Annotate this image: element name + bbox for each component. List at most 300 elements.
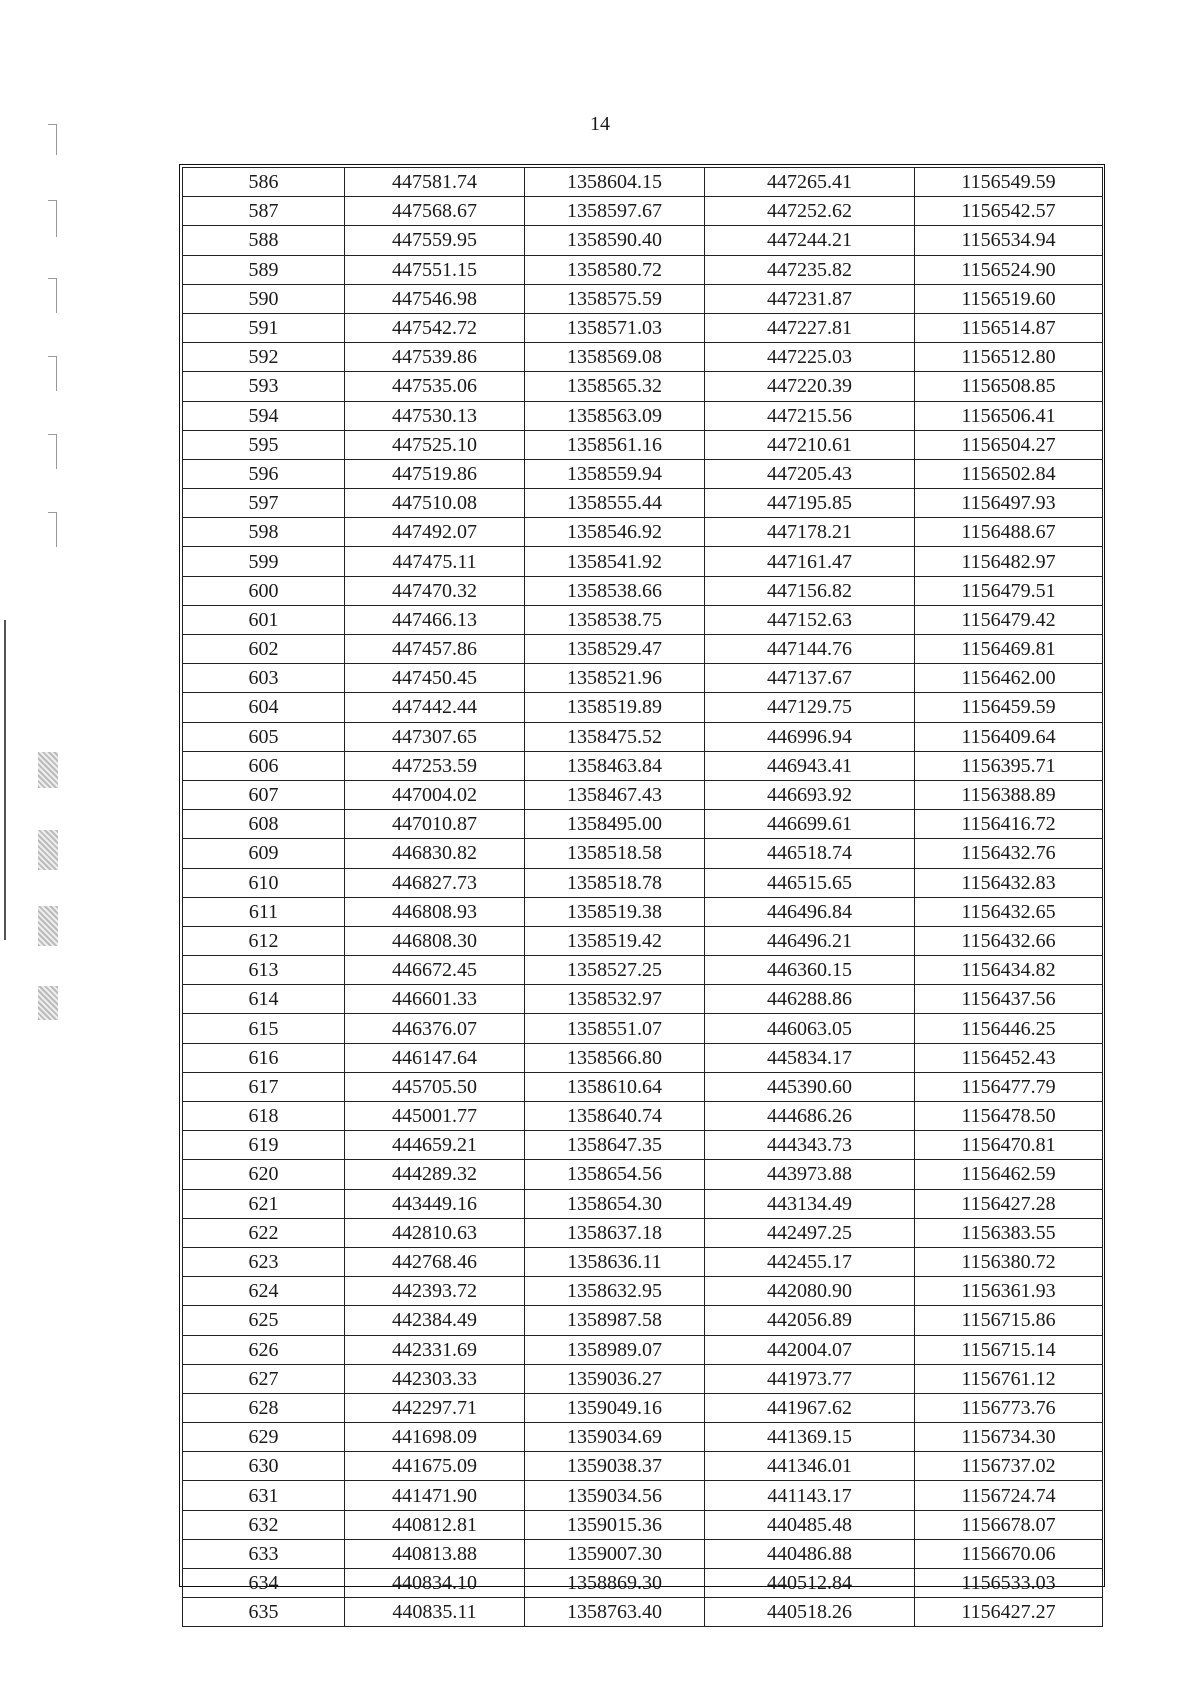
coord-x1-cell: 447581.74 [345,168,525,197]
coord-x2-cell: 446996.94 [705,722,915,751]
coord-x1-cell: 447307.65 [345,722,525,751]
coord-x2-cell: 442056.89 [705,1306,915,1335]
coord-y2-cell: 1156773.76 [915,1393,1103,1422]
point-number-cell: 623 [183,1247,345,1276]
coord-x1-cell: 447539.86 [345,343,525,372]
coord-y2-cell: 1156670.06 [915,1539,1103,1568]
coord-x2-cell: 446693.92 [705,780,915,809]
coord-y1-cell: 1358529.47 [525,635,705,664]
point-number-cell: 593 [183,372,345,401]
coord-x1-cell: 447442.44 [345,693,525,722]
point-number-cell: 627 [183,1364,345,1393]
scan-artifact [38,906,58,946]
coord-y2-cell: 1156452.43 [915,1043,1103,1072]
coord-x2-cell: 447129.75 [705,693,915,722]
coord-y2-cell: 1156504.27 [915,430,1103,459]
table-row [183,868,1103,897]
point-number-cell: 602 [183,635,345,664]
coord-x2-cell: 446063.05 [705,1014,915,1043]
coord-y2-cell: 1156409.64 [915,722,1103,751]
coord-x1-cell: 447253.59 [345,751,525,780]
coord-y1-cell: 1359049.16 [525,1393,705,1422]
point-number-cell: 604 [183,693,345,722]
coord-y1-cell: 1358566.80 [525,1043,705,1072]
point-number-cell: 633 [183,1539,345,1568]
coord-x2-cell: 447205.43 [705,459,915,488]
coord-x1-cell: 444659.21 [345,1131,525,1160]
coord-y1-cell: 1358763.40 [525,1598,705,1627]
coord-x2-cell: 447144.76 [705,635,915,664]
binding-mark [48,124,57,155]
binding-mark [48,200,57,237]
coord-y1-cell: 1358546.92 [525,518,705,547]
table-row [183,1598,1103,1627]
coord-x2-cell: 446518.74 [705,839,915,868]
point-number-cell: 599 [183,547,345,576]
coord-y1-cell: 1358532.97 [525,985,705,1014]
table-row [183,401,1103,430]
point-number-cell: 622 [183,1218,345,1247]
coord-x2-cell: 447195.85 [705,489,915,518]
coord-y2-cell: 1156737.02 [915,1452,1103,1481]
coord-y1-cell: 1358559.94 [525,459,705,488]
table-row [183,430,1103,459]
coord-y1-cell: 1358495.00 [525,810,705,839]
binding-mark [48,512,57,547]
point-number-cell: 625 [183,1306,345,1335]
table-row [183,1393,1103,1422]
coord-x2-cell: 442455.17 [705,1247,915,1276]
coord-x2-cell: 447215.56 [705,401,915,430]
coordinates-table [182,167,1103,1627]
coord-y1-cell: 1358561.16 [525,430,705,459]
coord-x1-cell: 447450.45 [345,664,525,693]
coord-x1-cell: 447492.07 [345,518,525,547]
point-number-cell: 592 [183,343,345,372]
coord-y2-cell: 1156678.07 [915,1510,1103,1539]
table-row [183,1014,1103,1043]
point-number-cell: 601 [183,605,345,634]
table-row [183,1306,1103,1335]
coord-x2-cell: 447225.03 [705,343,915,372]
table-row [183,1569,1103,1598]
table-row [183,489,1103,518]
coord-x1-cell: 440813.88 [345,1539,525,1568]
point-number-cell: 614 [183,985,345,1014]
coord-y1-cell: 1358987.58 [525,1306,705,1335]
coord-y2-cell: 1156508.85 [915,372,1103,401]
coord-x1-cell: 442303.33 [345,1364,525,1393]
coord-y1-cell: 1358565.32 [525,372,705,401]
table-row [183,722,1103,751]
point-number-cell: 626 [183,1335,345,1364]
coord-x1-cell: 446147.64 [345,1043,525,1072]
point-number-cell: 620 [183,1160,345,1189]
coord-x2-cell: 446515.65 [705,868,915,897]
coord-y2-cell: 1156497.93 [915,489,1103,518]
coord-x2-cell: 447178.21 [705,518,915,547]
coord-y1-cell: 1358467.43 [525,780,705,809]
table-row [183,518,1103,547]
coord-x2-cell: 443134.49 [705,1189,915,1218]
coord-y2-cell: 1156432.83 [915,868,1103,897]
coord-x2-cell: 445390.60 [705,1072,915,1101]
binding-mark [48,356,57,391]
coord-y1-cell: 1359034.69 [525,1423,705,1452]
point-number-cell: 598 [183,518,345,547]
coord-y2-cell: 1156427.28 [915,1189,1103,1218]
coord-y1-cell: 1359038.37 [525,1452,705,1481]
point-number-cell: 613 [183,956,345,985]
coord-y2-cell: 1156427.27 [915,1598,1103,1627]
coord-y2-cell: 1156512.80 [915,343,1103,372]
table-row [183,313,1103,342]
table-row [183,1043,1103,1072]
coord-x1-cell: 444289.32 [345,1160,525,1189]
point-number-cell: 606 [183,751,345,780]
coord-y2-cell: 1156446.25 [915,1014,1103,1043]
coord-x1-cell: 446808.93 [345,897,525,926]
coord-x2-cell: 447161.47 [705,547,915,576]
coord-x1-cell: 447551.15 [345,255,525,284]
table-row [183,168,1103,197]
coord-x1-cell: 442331.69 [345,1335,525,1364]
coord-x1-cell: 441675.09 [345,1452,525,1481]
table-row [183,1160,1103,1189]
coord-x1-cell: 441471.90 [345,1481,525,1510]
coord-x1-cell: 446827.73 [345,868,525,897]
table-row [183,897,1103,926]
coord-y2-cell: 1156478.50 [915,1102,1103,1131]
coord-y2-cell: 1156432.65 [915,897,1103,926]
coord-x2-cell: 447210.61 [705,430,915,459]
coord-y1-cell: 1358869.30 [525,1569,705,1598]
coord-y2-cell: 1156479.42 [915,605,1103,634]
coord-x2-cell: 447235.82 [705,255,915,284]
coord-y2-cell: 1156462.00 [915,664,1103,693]
coord-x1-cell: 447510.08 [345,489,525,518]
point-number-cell: 619 [183,1131,345,1160]
point-number-cell: 591 [183,313,345,342]
coord-y2-cell: 1156488.67 [915,518,1103,547]
point-number-cell: 624 [183,1277,345,1306]
coord-y2-cell: 1156395.71 [915,751,1103,780]
coord-x1-cell: 446376.07 [345,1014,525,1043]
coord-y1-cell: 1358597.67 [525,197,705,226]
point-number-cell: 628 [183,1393,345,1422]
coord-y1-cell: 1358551.07 [525,1014,705,1043]
coord-x2-cell: 441346.01 [705,1452,915,1481]
scan-edge-line [4,620,6,940]
coord-y2-cell: 1156361.93 [915,1277,1103,1306]
coord-x2-cell: 446360.15 [705,956,915,985]
coord-y1-cell: 1358632.95 [525,1277,705,1306]
point-number-cell: 607 [183,780,345,809]
coord-y1-cell: 1359034.56 [525,1481,705,1510]
point-number-cell: 629 [183,1423,345,1452]
point-number-cell: 617 [183,1072,345,1101]
coord-y2-cell: 1156462.59 [915,1160,1103,1189]
coord-y1-cell: 1358647.35 [525,1131,705,1160]
coord-y2-cell: 1156542.57 [915,197,1103,226]
coord-y1-cell: 1359007.30 [525,1539,705,1568]
coord-x2-cell: 447265.41 [705,168,915,197]
coord-x1-cell: 447470.32 [345,576,525,605]
coord-y1-cell: 1358590.40 [525,226,705,255]
point-number-cell: 595 [183,430,345,459]
coord-y2-cell: 1156514.87 [915,313,1103,342]
coord-x1-cell: 447457.86 [345,635,525,664]
point-number-cell: 634 [183,1569,345,1598]
coord-y2-cell: 1156519.60 [915,284,1103,313]
coord-y1-cell: 1358519.42 [525,926,705,955]
coord-x2-cell: 447231.87 [705,284,915,313]
point-number-cell: 597 [183,489,345,518]
coord-x1-cell: 447004.02 [345,780,525,809]
point-number-cell: 605 [183,722,345,751]
coord-x2-cell: 440512.84 [705,1569,915,1598]
coord-x2-cell: 441973.77 [705,1364,915,1393]
coord-x1-cell: 446830.82 [345,839,525,868]
coord-y2-cell: 1156533.03 [915,1569,1103,1598]
coord-x2-cell: 446699.61 [705,810,915,839]
point-number-cell: 609 [183,839,345,868]
coord-x2-cell: 446288.86 [705,985,915,1014]
coord-x1-cell: 443449.16 [345,1189,525,1218]
coord-x1-cell: 445001.77 [345,1102,525,1131]
coord-x1-cell: 441698.09 [345,1423,525,1452]
coord-x2-cell: 445834.17 [705,1043,915,1072]
coord-y1-cell: 1358604.15 [525,168,705,197]
table-row [183,1277,1103,1306]
coord-y2-cell: 1156434.82 [915,956,1103,985]
coord-y1-cell: 1358637.18 [525,1218,705,1247]
point-number-cell: 587 [183,197,345,226]
coord-x2-cell: 441369.15 [705,1423,915,1452]
coord-y1-cell: 1358555.44 [525,489,705,518]
coord-x2-cell: 447227.81 [705,313,915,342]
coord-x1-cell: 440835.11 [345,1598,525,1627]
coord-y2-cell: 1156534.94 [915,226,1103,255]
coord-y2-cell: 1156432.76 [915,839,1103,868]
coord-x1-cell: 440812.81 [345,1510,525,1539]
coord-y1-cell: 1358521.96 [525,664,705,693]
coord-y2-cell: 1156524.90 [915,255,1103,284]
coord-y1-cell: 1358538.75 [525,605,705,634]
point-number-cell: 631 [183,1481,345,1510]
coord-y1-cell: 1358527.25 [525,956,705,985]
coord-x1-cell: 446672.45 [345,956,525,985]
table-row [183,576,1103,605]
point-number-cell: 608 [183,810,345,839]
coord-y1-cell: 1358654.30 [525,1189,705,1218]
coord-y2-cell: 1156715.86 [915,1306,1103,1335]
coord-y2-cell: 1156470.81 [915,1131,1103,1160]
coord-y2-cell: 1156724.74 [915,1481,1103,1510]
coord-y1-cell: 1358569.08 [525,343,705,372]
coord-y1-cell: 1358571.03 [525,313,705,342]
point-number-cell: 632 [183,1510,345,1539]
point-number-cell: 615 [183,1014,345,1043]
coord-x1-cell: 447466.13 [345,605,525,634]
coord-x1-cell: 447530.13 [345,401,525,430]
coord-y1-cell: 1358563.09 [525,401,705,430]
point-number-cell: 589 [183,255,345,284]
coord-y2-cell: 1156734.30 [915,1423,1103,1452]
table-row [183,1189,1103,1218]
table-row [183,693,1103,722]
coord-y2-cell: 1156437.56 [915,985,1103,1014]
table-row [183,664,1103,693]
coord-y1-cell: 1358541.92 [525,547,705,576]
table-row [183,1510,1103,1539]
point-number-cell: 612 [183,926,345,955]
coord-y1-cell: 1358475.52 [525,722,705,751]
coord-y2-cell: 1156482.97 [915,547,1103,576]
coord-y2-cell: 1156761.12 [915,1364,1103,1393]
coord-y1-cell: 1358519.89 [525,693,705,722]
page-number: 14 [590,113,610,135]
coord-x2-cell: 442080.90 [705,1277,915,1306]
scan-artifact [38,986,58,1020]
coord-x2-cell: 447137.67 [705,664,915,693]
table-row [183,1452,1103,1481]
coord-x2-cell: 447244.21 [705,226,915,255]
coord-y2-cell: 1156715.14 [915,1335,1103,1364]
coord-y2-cell: 1156380.72 [915,1247,1103,1276]
coord-y1-cell: 1358580.72 [525,255,705,284]
table-row [183,985,1103,1014]
coord-y1-cell: 1358519.38 [525,897,705,926]
coord-x1-cell: 447559.95 [345,226,525,255]
coord-x1-cell: 442810.63 [345,1218,525,1247]
coord-y1-cell: 1358518.78 [525,868,705,897]
table-row [183,1539,1103,1568]
table-row [183,197,1103,226]
coord-y1-cell: 1358989.07 [525,1335,705,1364]
table-row [183,751,1103,780]
table-row [183,1102,1103,1131]
coord-x1-cell: 440834.10 [345,1569,525,1598]
coord-x2-cell: 444686.26 [705,1102,915,1131]
table-row [183,810,1103,839]
coord-x2-cell: 447220.39 [705,372,915,401]
binding-mark [48,434,57,469]
coord-y1-cell: 1359015.36 [525,1510,705,1539]
coord-y2-cell: 1156469.81 [915,635,1103,664]
coord-y1-cell: 1358640.74 [525,1102,705,1131]
coord-x1-cell: 447010.87 [345,810,525,839]
coord-x1-cell: 446808.30 [345,926,525,955]
coord-y1-cell: 1358654.56 [525,1160,705,1189]
coord-y1-cell: 1358538.66 [525,576,705,605]
coord-y2-cell: 1156479.51 [915,576,1103,605]
coord-x1-cell: 442297.71 [345,1393,525,1422]
table-row [183,343,1103,372]
point-number-cell: 618 [183,1102,345,1131]
coord-y2-cell: 1156459.59 [915,693,1103,722]
table-row [183,459,1103,488]
coord-x2-cell: 447252.62 [705,197,915,226]
coord-x1-cell: 447519.86 [345,459,525,488]
coord-x1-cell: 447535.06 [345,372,525,401]
table-row [183,1247,1103,1276]
coord-y2-cell: 1156506.41 [915,401,1103,430]
point-number-cell: 590 [183,284,345,313]
table-row [183,1218,1103,1247]
coord-x2-cell: 446496.21 [705,926,915,955]
table-row [183,956,1103,985]
point-number-cell: 594 [183,401,345,430]
coord-x2-cell: 444343.73 [705,1131,915,1160]
binding-mark [48,278,57,313]
coord-x2-cell: 446496.84 [705,897,915,926]
table-row [183,1131,1103,1160]
coord-x2-cell: 447152.63 [705,605,915,634]
coord-y2-cell: 1156416.72 [915,810,1103,839]
point-number-cell: 611 [183,897,345,926]
table-row [183,605,1103,634]
coord-x1-cell: 447475.11 [345,547,525,576]
coord-x1-cell: 447546.98 [345,284,525,313]
table-row [183,547,1103,576]
coord-y2-cell: 1156502.84 [915,459,1103,488]
coord-y1-cell: 1358636.11 [525,1247,705,1276]
coord-y1-cell: 1358518.58 [525,839,705,868]
point-number-cell: 610 [183,868,345,897]
coord-x2-cell: 442004.07 [705,1335,915,1364]
coord-x2-cell: 440518.26 [705,1598,915,1627]
coord-x2-cell: 440485.48 [705,1510,915,1539]
coord-y2-cell: 1156549.59 [915,168,1103,197]
point-number-cell: 586 [183,168,345,197]
coord-y1-cell: 1358610.64 [525,1072,705,1101]
point-number-cell: 635 [183,1598,345,1627]
table-row [183,1072,1103,1101]
coord-x1-cell: 442393.72 [345,1277,525,1306]
coord-x2-cell: 442497.25 [705,1218,915,1247]
table-row [183,1481,1103,1510]
coord-x2-cell: 441143.17 [705,1481,915,1510]
coord-x1-cell: 442384.49 [345,1306,525,1335]
table-row [183,1423,1103,1452]
coordinates-table-frame [179,164,1105,1624]
coord-x2-cell: 440486.88 [705,1539,915,1568]
coord-x1-cell: 447542.72 [345,313,525,342]
point-number-cell: 596 [183,459,345,488]
table-row [183,635,1103,664]
coord-x2-cell: 446943.41 [705,751,915,780]
coord-x1-cell: 447525.10 [345,430,525,459]
coord-y2-cell: 1156432.66 [915,926,1103,955]
coord-y2-cell: 1156477.79 [915,1072,1103,1101]
table-row [183,255,1103,284]
point-number-cell: 603 [183,664,345,693]
coord-y2-cell: 1156383.55 [915,1218,1103,1247]
table-row [183,226,1103,255]
coord-x2-cell: 447156.82 [705,576,915,605]
table-row [183,1335,1103,1364]
point-number-cell: 588 [183,226,345,255]
scan-artifact [38,830,58,870]
table-row [183,284,1103,313]
point-number-cell: 600 [183,576,345,605]
table-row [183,780,1103,809]
point-number-cell: 621 [183,1189,345,1218]
table-row [183,926,1103,955]
coord-x1-cell: 442768.46 [345,1247,525,1276]
scan-artifact [38,752,58,788]
